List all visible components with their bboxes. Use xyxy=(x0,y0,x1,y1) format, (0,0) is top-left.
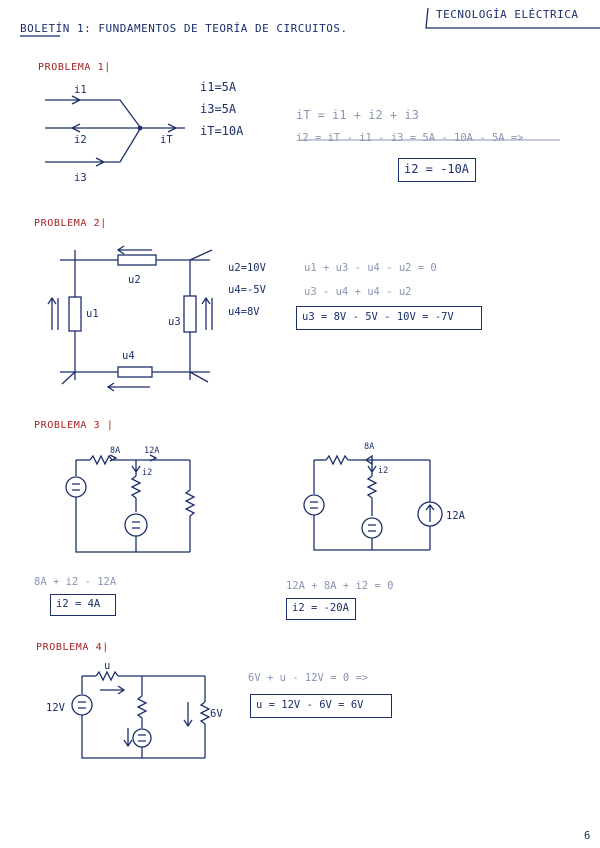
p3-left-cur1: 8A xyxy=(110,446,121,456)
page-number: 6 xyxy=(584,830,591,842)
p3-left-i2: i2 xyxy=(142,468,153,478)
p1-label-iT: iT xyxy=(160,134,173,146)
p3-right-i2: i2 xyxy=(378,466,389,476)
p3-left-result: i2 = 4A xyxy=(56,598,101,610)
p1-label-i2: i2 xyxy=(74,134,87,146)
p2-label-u2: u2 xyxy=(128,274,141,286)
p2-given-u4b: u4=8V xyxy=(228,306,260,318)
p4-eq: 6V + u - 12V = 0 => xyxy=(248,672,369,684)
p1-eq1: iT = i1 + i2 + i3 xyxy=(296,108,419,122)
p2-given-u2: u2=10V xyxy=(228,262,266,274)
p2-label-u4: u4 xyxy=(122,350,135,362)
boletin-title: BOLETÍN 1: FUNDAMENTOS DE TEORÍA DE CIRCUITOS. xyxy=(20,22,348,35)
p1-eq2: i2 = iT - i1 - i3 = 5A - 10A - 5A => xyxy=(296,132,524,144)
p1-title: PROBLEMA 1| xyxy=(38,62,111,73)
p1-given-iT: iT=10A xyxy=(200,124,244,138)
p2-result: u3 = 8V - 5V - 10V = -7V xyxy=(302,311,454,323)
p4-label-6v: 6V xyxy=(210,708,223,720)
p3-left-cur2: 12A xyxy=(144,446,160,456)
p4-title: PROBLEMA 4| xyxy=(36,642,109,653)
p1-result: i2 = -10A xyxy=(404,162,470,176)
p1-label-i1: i1 xyxy=(74,84,87,96)
p3-right-result: i2 = -20A xyxy=(292,602,349,614)
p3-left-circuit xyxy=(66,455,194,552)
p2-given-u4a: u4=-5V xyxy=(228,284,266,296)
p2-eq1: u1 + u3 - u4 - u2 = 0 xyxy=(304,262,437,274)
p3-right-eq: 12A + 8A + i2 = 0 xyxy=(286,580,394,592)
p1-label-i3: i3 xyxy=(74,172,87,184)
p4-result: u = 12V - 6V = 6V xyxy=(256,699,364,711)
p1-circuit xyxy=(45,96,185,166)
course-title: TECNOLOGÍA ELÉCTRICA xyxy=(436,8,579,21)
p4-label-u: u xyxy=(104,660,111,672)
p3-right-cur1: 8A xyxy=(364,442,375,452)
p3-right-src: 12A xyxy=(446,510,465,522)
p3-title: PROBLEMA 3 | xyxy=(34,420,114,431)
p1-given-i3: i3=5A xyxy=(200,102,237,116)
p3-left-eq: 8A + i2 - 12A xyxy=(34,576,117,588)
p2-eq2: u3 - u4 + u4 - u2 xyxy=(304,286,412,298)
p1-given-i1: i1=5A xyxy=(200,80,237,94)
p2-title: PROBLEMA 2| xyxy=(34,218,107,229)
p2-label-u3: u3 xyxy=(168,316,181,328)
course-bracket xyxy=(426,8,600,28)
p2-label-u1: u1 xyxy=(86,308,99,320)
p3-right-circuit xyxy=(304,456,442,550)
p4-circuit xyxy=(72,672,209,758)
p2-circuit xyxy=(48,246,212,391)
p4-label-12v: 12V xyxy=(46,702,65,714)
